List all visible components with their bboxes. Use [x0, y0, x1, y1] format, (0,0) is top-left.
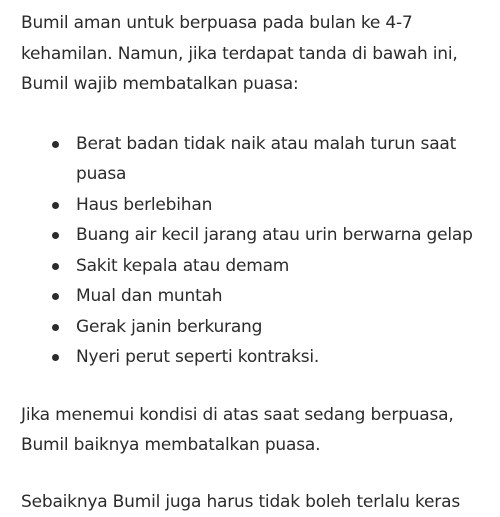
- list-item: [21, 342, 491, 373]
- article-body: [21, 8, 491, 517]
- list-item-text: Nyeri perut seperti kontraksi.: [76, 342, 491, 373]
- intro-line: kehamilan. Namun, jika terdapat tanda di bawah ini,: [21, 39, 491, 70]
- bullet-dot-icon: [52, 324, 59, 331]
- closing-line: Jika menemui kondisi di atas saat sedang berpuasa,: [21, 400, 491, 431]
- list-item-text: Mual dan muntah: [76, 281, 491, 312]
- bullet-dot-icon: [52, 293, 59, 300]
- intro-line: Bumil aman untuk berpuasa pada bulan ke 4-7: [21, 8, 491, 39]
- list-item-text: Buang air kecil jarang atau urin berwarna gelap: [76, 220, 491, 251]
- bullet-dot-icon: [52, 202, 59, 209]
- intro-paragraph: [21, 8, 491, 100]
- list-item-text: Sakit kepala atau demam: [76, 251, 491, 282]
- list-item-text: Haus berlebihan: [76, 190, 491, 221]
- list-item: [21, 251, 491, 282]
- list-item-text: Berat badan tidak naik atau malah turun saat: [76, 129, 491, 160]
- intro-line: Bumil wajib membatalkan puasa:: [21, 69, 491, 100]
- list-item: [21, 129, 491, 190]
- bullet-dot-icon: [52, 354, 59, 361]
- bullet-dot-icon: [52, 263, 59, 270]
- list-item: [21, 190, 491, 221]
- warning-signs-list: [21, 129, 491, 373]
- closing-paragraph: [21, 400, 491, 461]
- bullet-dot-icon: [52, 141, 59, 148]
- partial-line: Sebaiknya Bumil juga harus tidak boleh terlalu keras: [21, 487, 491, 517]
- list-item: [21, 281, 491, 312]
- list-item: [21, 220, 491, 251]
- partial-paragraph: [21, 487, 491, 517]
- list-item: [21, 312, 491, 343]
- closing-line: Bumil baiknya membatalkan puasa.: [21, 430, 491, 461]
- list-item-text: Gerak janin berkurang: [76, 312, 491, 343]
- bullet-dot-icon: [52, 232, 59, 239]
- list-item-text: puasa: [76, 159, 491, 190]
